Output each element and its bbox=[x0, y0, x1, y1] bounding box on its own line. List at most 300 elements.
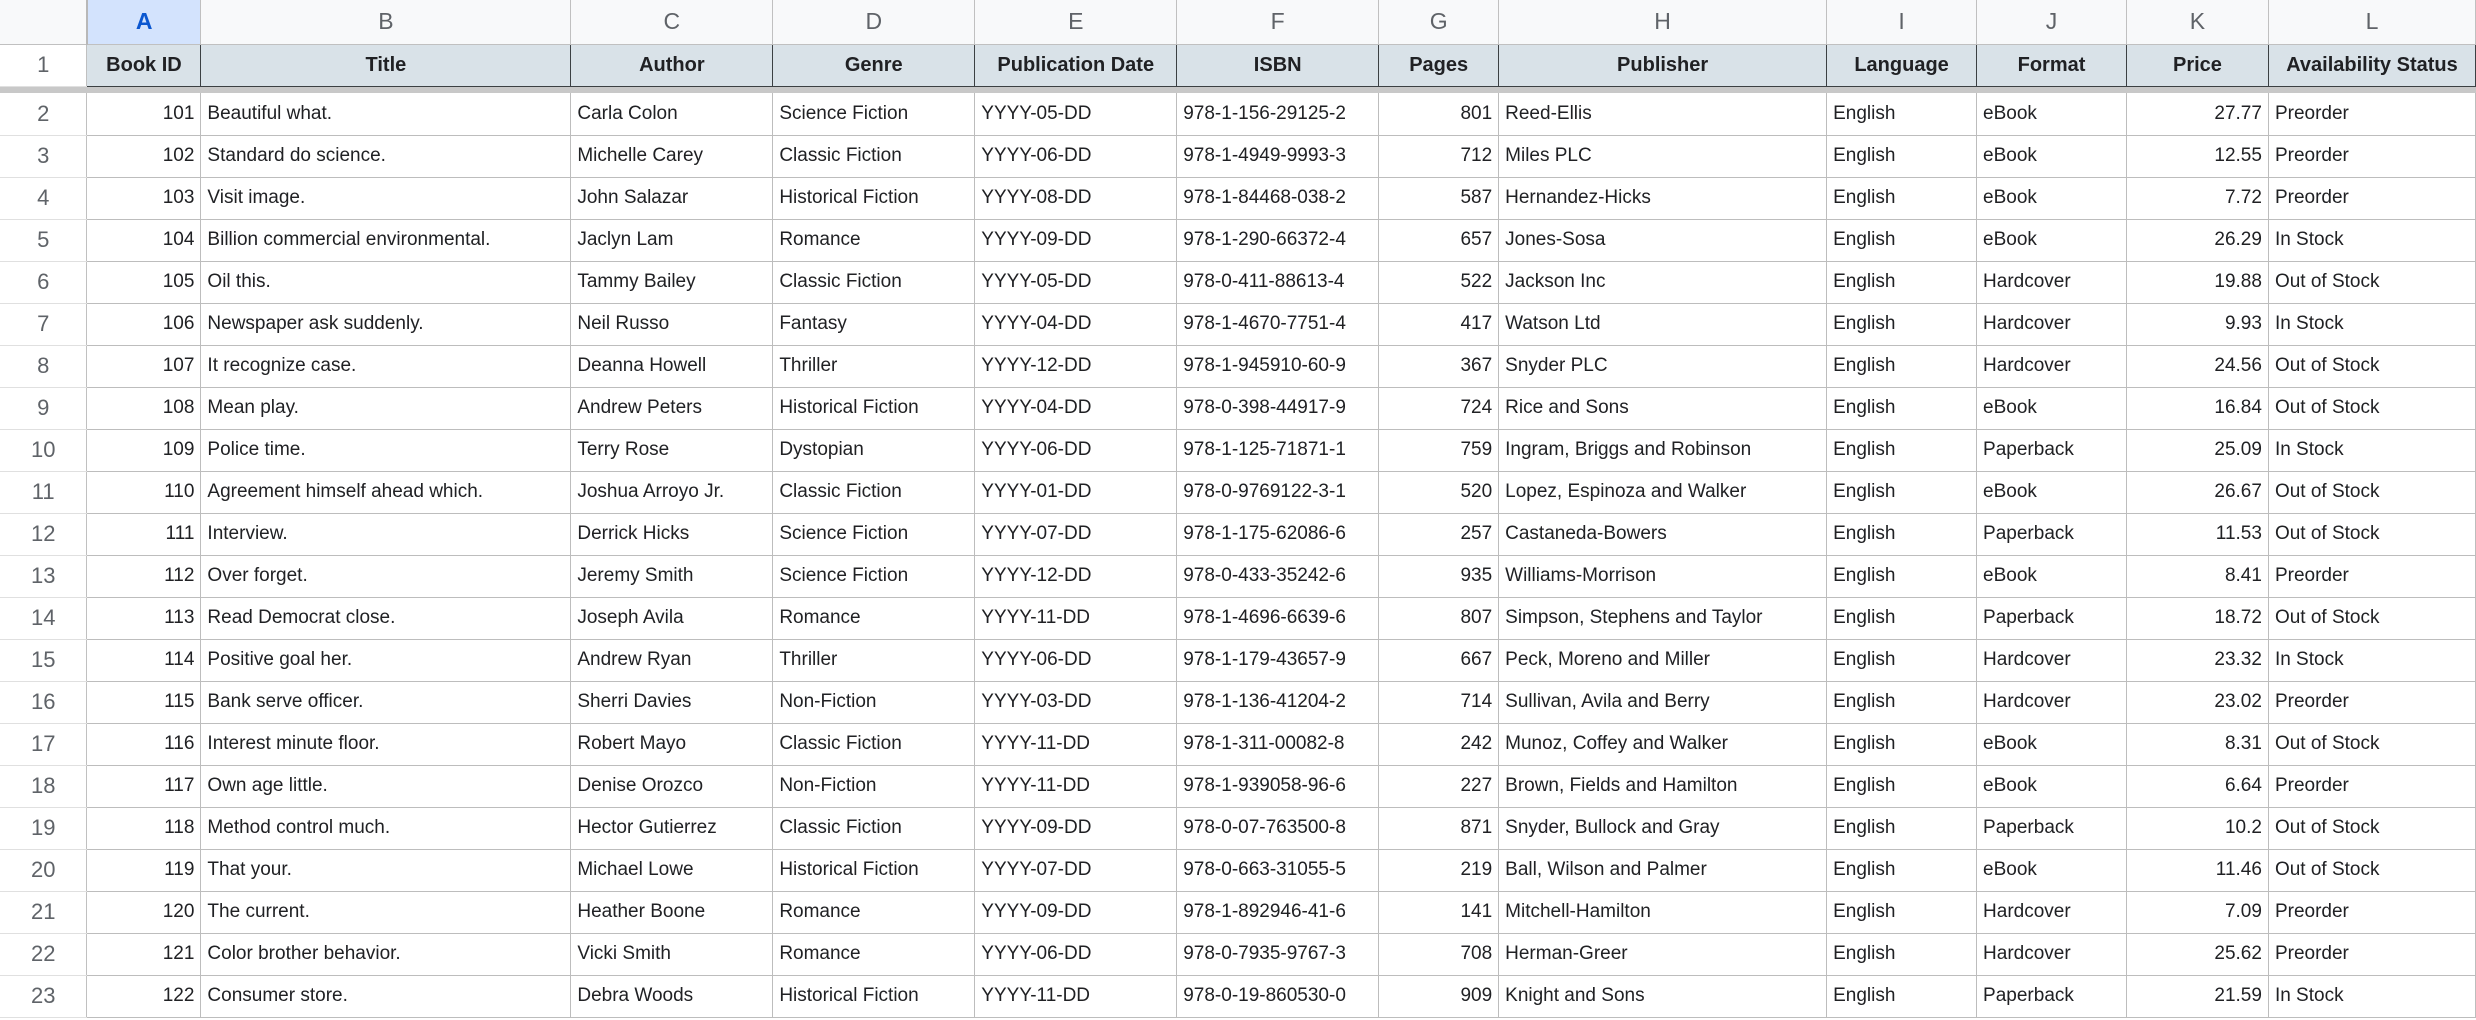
cell-a[interactable]: 104 bbox=[87, 219, 201, 261]
cell-b[interactable]: Interest minute floor. bbox=[201, 723, 571, 765]
cell-l[interactable]: Out of Stock bbox=[2268, 723, 2475, 765]
row-number[interactable]: 19 bbox=[0, 807, 87, 849]
cell-h[interactable]: Miles PLC bbox=[1499, 135, 1827, 177]
column-header-d[interactable]: D bbox=[773, 0, 975, 44]
header-cell[interactable]: Author bbox=[571, 44, 773, 86]
cell-d[interactable]: Non-Fiction bbox=[773, 765, 975, 807]
cell-d[interactable]: Science Fiction bbox=[773, 555, 975, 597]
cell-i[interactable]: English bbox=[1827, 681, 1977, 723]
cell-c[interactable]: Hector Gutierrez bbox=[571, 807, 773, 849]
row-number[interactable]: 17 bbox=[0, 723, 87, 765]
cell-f[interactable]: 978-0-398-44917-9 bbox=[1177, 387, 1379, 429]
cell-c[interactable]: Neil Russo bbox=[571, 303, 773, 345]
cell-h[interactable]: Jones-Sosa bbox=[1499, 219, 1827, 261]
cell-f[interactable]: 978-1-125-71871-1 bbox=[1177, 429, 1379, 471]
cell-f[interactable]: 978-1-945910-60-9 bbox=[1177, 345, 1379, 387]
cell-h[interactable]: Munoz, Coffey and Walker bbox=[1499, 723, 1827, 765]
column-header-f[interactable]: F bbox=[1177, 0, 1379, 44]
cell-e[interactable]: YYYY-11-DD bbox=[975, 975, 1177, 1017]
row-number[interactable]: 21 bbox=[0, 891, 87, 933]
cell-a[interactable]: 102 bbox=[87, 135, 201, 177]
cell-h[interactable]: Reed-Ellis bbox=[1499, 93, 1827, 135]
cell-g[interactable]: 657 bbox=[1379, 219, 1499, 261]
cell-f[interactable]: 978-1-84468-038-2 bbox=[1177, 177, 1379, 219]
cell-a[interactable]: 109 bbox=[87, 429, 201, 471]
cell-i[interactable]: English bbox=[1827, 93, 1977, 135]
cell-c[interactable]: Denise Orozco bbox=[571, 765, 773, 807]
cell-i[interactable]: English bbox=[1827, 345, 1977, 387]
cell-j[interactable]: eBook bbox=[1977, 849, 2127, 891]
cell-e[interactable]: YYYY-06-DD bbox=[975, 135, 1177, 177]
cell-i[interactable]: English bbox=[1827, 303, 1977, 345]
cell-b[interactable]: Billion commercial environmental. bbox=[201, 219, 571, 261]
row-number[interactable]: 5 bbox=[0, 219, 87, 261]
cell-c[interactable]: Debra Woods bbox=[571, 975, 773, 1017]
row-number[interactable]: 14 bbox=[0, 597, 87, 639]
cell-c[interactable]: Jeremy Smith bbox=[571, 555, 773, 597]
cell-f[interactable]: 978-1-4949-9993-3 bbox=[1177, 135, 1379, 177]
cell-a[interactable]: 120 bbox=[87, 891, 201, 933]
row-number[interactable]: 7 bbox=[0, 303, 87, 345]
cell-c[interactable]: Joseph Avila bbox=[571, 597, 773, 639]
cell-b[interactable]: Beautiful what. bbox=[201, 93, 571, 135]
header-cell[interactable]: Language bbox=[1827, 44, 1977, 86]
cell-i[interactable]: English bbox=[1827, 807, 1977, 849]
row-number[interactable]: 20 bbox=[0, 849, 87, 891]
cell-k[interactable]: 23.02 bbox=[2127, 681, 2269, 723]
cell-i[interactable]: English bbox=[1827, 135, 1977, 177]
cell-b[interactable]: Standard do science. bbox=[201, 135, 571, 177]
cell-e[interactable]: YYYY-12-DD bbox=[975, 555, 1177, 597]
cell-c[interactable]: Andrew Peters bbox=[571, 387, 773, 429]
row-number[interactable]: 9 bbox=[0, 387, 87, 429]
cell-k[interactable]: 9.93 bbox=[2127, 303, 2269, 345]
header-cell[interactable]: Pages bbox=[1379, 44, 1499, 86]
cell-c[interactable]: Deanna Howell bbox=[571, 345, 773, 387]
cell-g[interactable]: 909 bbox=[1379, 975, 1499, 1017]
header-cell[interactable]: Availability Status bbox=[2268, 44, 2475, 86]
cell-b[interactable]: Oil this. bbox=[201, 261, 571, 303]
cell-i[interactable]: English bbox=[1827, 849, 1977, 891]
header-cell[interactable]: Format bbox=[1977, 44, 2127, 86]
cell-l[interactable]: Preorder bbox=[2268, 177, 2475, 219]
cell-f[interactable]: 978-0-7935-9767-3 bbox=[1177, 933, 1379, 975]
cell-i[interactable]: English bbox=[1827, 177, 1977, 219]
cell-d[interactable]: Thriller bbox=[773, 639, 975, 681]
cell-b[interactable]: Color brother behavior. bbox=[201, 933, 571, 975]
cell-j[interactable]: Paperback bbox=[1977, 975, 2127, 1017]
cell-d[interactable]: Fantasy bbox=[773, 303, 975, 345]
cell-b[interactable]: Read Democrat close. bbox=[201, 597, 571, 639]
cell-e[interactable]: YYYY-03-DD bbox=[975, 681, 1177, 723]
cell-e[interactable]: YYYY-08-DD bbox=[975, 177, 1177, 219]
cell-c[interactable]: Carla Colon bbox=[571, 93, 773, 135]
cell-k[interactable]: 26.67 bbox=[2127, 471, 2269, 513]
cell-h[interactable]: Knight and Sons bbox=[1499, 975, 1827, 1017]
cell-e[interactable]: YYYY-07-DD bbox=[975, 513, 1177, 555]
cell-d[interactable]: Thriller bbox=[773, 345, 975, 387]
cell-g[interactable]: 242 bbox=[1379, 723, 1499, 765]
header-cell[interactable]: Genre bbox=[773, 44, 975, 86]
cell-i[interactable]: English bbox=[1827, 765, 1977, 807]
cell-l[interactable]: Out of Stock bbox=[2268, 387, 2475, 429]
row-number[interactable]: 18 bbox=[0, 765, 87, 807]
cell-l[interactable]: Out of Stock bbox=[2268, 807, 2475, 849]
cell-k[interactable]: 27.77 bbox=[2127, 93, 2269, 135]
cell-a[interactable]: 115 bbox=[87, 681, 201, 723]
cell-e[interactable]: YYYY-05-DD bbox=[975, 93, 1177, 135]
cell-e[interactable]: YYYY-09-DD bbox=[975, 891, 1177, 933]
cell-h[interactable]: Snyder PLC bbox=[1499, 345, 1827, 387]
cell-a[interactable]: 108 bbox=[87, 387, 201, 429]
cell-j[interactable]: Paperback bbox=[1977, 597, 2127, 639]
row-number[interactable]: 11 bbox=[0, 471, 87, 513]
cell-h[interactable]: Mitchell-Hamilton bbox=[1499, 891, 1827, 933]
cell-a[interactable]: 101 bbox=[87, 93, 201, 135]
cell-i[interactable]: English bbox=[1827, 219, 1977, 261]
select-all-corner[interactable] bbox=[0, 0, 87, 44]
cell-a[interactable]: 113 bbox=[87, 597, 201, 639]
row-number[interactable]: 6 bbox=[0, 261, 87, 303]
cell-h[interactable]: Herman-Greer bbox=[1499, 933, 1827, 975]
row-number[interactable]: 22 bbox=[0, 933, 87, 975]
cell-k[interactable]: 7.72 bbox=[2127, 177, 2269, 219]
cell-b[interactable]: Interview. bbox=[201, 513, 571, 555]
cell-f[interactable]: 978-1-175-62086-6 bbox=[1177, 513, 1379, 555]
cell-g[interactable]: 871 bbox=[1379, 807, 1499, 849]
cell-g[interactable]: 227 bbox=[1379, 765, 1499, 807]
cell-k[interactable]: 25.09 bbox=[2127, 429, 2269, 471]
cell-d[interactable]: Dystopian bbox=[773, 429, 975, 471]
cell-a[interactable]: 122 bbox=[87, 975, 201, 1017]
cell-g[interactable]: 935 bbox=[1379, 555, 1499, 597]
row-number[interactable]: 23 bbox=[0, 975, 87, 1017]
cell-g[interactable]: 801 bbox=[1379, 93, 1499, 135]
cell-j[interactable]: Paperback bbox=[1977, 807, 2127, 849]
cell-b[interactable]: Agreement himself ahead which. bbox=[201, 471, 571, 513]
row-number[interactable]: 12 bbox=[0, 513, 87, 555]
cell-e[interactable]: YYYY-06-DD bbox=[975, 933, 1177, 975]
cell-h[interactable]: Williams-Morrison bbox=[1499, 555, 1827, 597]
column-header-j[interactable]: J bbox=[1977, 0, 2127, 44]
cell-c[interactable]: Derrick Hicks bbox=[571, 513, 773, 555]
cell-c[interactable]: Vicki Smith bbox=[571, 933, 773, 975]
row-number[interactable]: 2 bbox=[0, 93, 87, 135]
cell-k[interactable]: 25.62 bbox=[2127, 933, 2269, 975]
cell-i[interactable]: English bbox=[1827, 513, 1977, 555]
column-header-l[interactable]: L bbox=[2268, 0, 2475, 44]
cell-j[interactable]: Hardcover bbox=[1977, 261, 2127, 303]
cell-l[interactable]: Out of Stock bbox=[2268, 471, 2475, 513]
cell-f[interactable]: 978-1-4696-6639-6 bbox=[1177, 597, 1379, 639]
cell-h[interactable]: Simpson, Stephens and Taylor bbox=[1499, 597, 1827, 639]
cell-h[interactable]: Castaneda-Bowers bbox=[1499, 513, 1827, 555]
cell-h[interactable]: Watson Ltd bbox=[1499, 303, 1827, 345]
cell-k[interactable]: 7.09 bbox=[2127, 891, 2269, 933]
cell-e[interactable]: YYYY-06-DD bbox=[975, 639, 1177, 681]
cell-i[interactable]: English bbox=[1827, 723, 1977, 765]
cell-i[interactable]: English bbox=[1827, 933, 1977, 975]
cell-i[interactable]: English bbox=[1827, 471, 1977, 513]
cell-i[interactable]: English bbox=[1827, 387, 1977, 429]
cell-b[interactable]: Method control much. bbox=[201, 807, 571, 849]
cell-b[interactable]: Positive goal her. bbox=[201, 639, 571, 681]
header-cell[interactable]: Publication Date bbox=[975, 44, 1177, 86]
row-number[interactable]: 8 bbox=[0, 345, 87, 387]
cell-a[interactable]: 121 bbox=[87, 933, 201, 975]
cell-l[interactable]: Preorder bbox=[2268, 93, 2475, 135]
cell-d[interactable]: Historical Fiction bbox=[773, 849, 975, 891]
cell-k[interactable]: 21.59 bbox=[2127, 975, 2269, 1017]
cell-b[interactable]: It recognize case. bbox=[201, 345, 571, 387]
cell-d[interactable]: Romance bbox=[773, 219, 975, 261]
cell-k[interactable]: 18.72 bbox=[2127, 597, 2269, 639]
column-header-c[interactable]: C bbox=[571, 0, 773, 44]
cell-f[interactable]: 978-1-156-29125-2 bbox=[1177, 93, 1379, 135]
cell-b[interactable]: That your. bbox=[201, 849, 571, 891]
cell-h[interactable]: Snyder, Bullock and Gray bbox=[1499, 807, 1827, 849]
cell-d[interactable]: Classic Fiction bbox=[773, 135, 975, 177]
cell-h[interactable]: Lopez, Espinoza and Walker bbox=[1499, 471, 1827, 513]
cell-j[interactable]: Hardcover bbox=[1977, 303, 2127, 345]
cell-l[interactable]: Out of Stock bbox=[2268, 513, 2475, 555]
cell-a[interactable]: 107 bbox=[87, 345, 201, 387]
cell-b[interactable]: Police time. bbox=[201, 429, 571, 471]
cell-f[interactable]: 978-1-892946-41-6 bbox=[1177, 891, 1379, 933]
cell-j[interactable]: Hardcover bbox=[1977, 639, 2127, 681]
cell-d[interactable]: Non-Fiction bbox=[773, 681, 975, 723]
column-header-k[interactable]: K bbox=[2127, 0, 2269, 44]
cell-j[interactable]: Hardcover bbox=[1977, 933, 2127, 975]
cell-e[interactable]: YYYY-09-DD bbox=[975, 219, 1177, 261]
cell-a[interactable]: 112 bbox=[87, 555, 201, 597]
header-cell[interactable]: Price bbox=[2127, 44, 2269, 86]
cell-l[interactable]: Preorder bbox=[2268, 933, 2475, 975]
cell-d[interactable]: Classic Fiction bbox=[773, 471, 975, 513]
cell-a[interactable]: 118 bbox=[87, 807, 201, 849]
cell-e[interactable]: YYYY-05-DD bbox=[975, 261, 1177, 303]
cell-g[interactable]: 520 bbox=[1379, 471, 1499, 513]
cell-k[interactable]: 26.29 bbox=[2127, 219, 2269, 261]
column-header-h[interactable]: H bbox=[1499, 0, 1827, 44]
row-number[interactable]: 3 bbox=[0, 135, 87, 177]
cell-i[interactable]: English bbox=[1827, 555, 1977, 597]
cell-l[interactable]: Preorder bbox=[2268, 765, 2475, 807]
cell-f[interactable]: 978-0-663-31055-5 bbox=[1177, 849, 1379, 891]
cell-f[interactable]: 978-0-9769122-3-1 bbox=[1177, 471, 1379, 513]
cell-g[interactable]: 522 bbox=[1379, 261, 1499, 303]
cell-d[interactable]: Classic Fiction bbox=[773, 807, 975, 849]
frozen-row-divider[interactable] bbox=[0, 86, 2476, 93]
row-number[interactable]: 15 bbox=[0, 639, 87, 681]
cell-g[interactable]: 257 bbox=[1379, 513, 1499, 555]
cell-l[interactable]: Out of Stock bbox=[2268, 345, 2475, 387]
cell-k[interactable]: 11.53 bbox=[2127, 513, 2269, 555]
cell-j[interactable]: eBook bbox=[1977, 471, 2127, 513]
cell-l[interactable]: Preorder bbox=[2268, 891, 2475, 933]
cell-c[interactable]: Tammy Bailey bbox=[571, 261, 773, 303]
cell-h[interactable]: Jackson Inc bbox=[1499, 261, 1827, 303]
cell-e[interactable]: YYYY-11-DD bbox=[975, 765, 1177, 807]
cell-j[interactable]: eBook bbox=[1977, 93, 2127, 135]
cell-l[interactable]: Out of Stock bbox=[2268, 849, 2475, 891]
cell-f[interactable]: 978-1-4670-7751-4 bbox=[1177, 303, 1379, 345]
cell-l[interactable]: Preorder bbox=[2268, 681, 2475, 723]
cell-k[interactable]: 24.56 bbox=[2127, 345, 2269, 387]
column-header-g[interactable]: G bbox=[1379, 0, 1499, 44]
cell-f[interactable]: 978-1-179-43657-9 bbox=[1177, 639, 1379, 681]
cell-a[interactable]: 110 bbox=[87, 471, 201, 513]
cell-g[interactable]: 714 bbox=[1379, 681, 1499, 723]
row-number[interactable]: 10 bbox=[0, 429, 87, 471]
cell-h[interactable]: Ball, Wilson and Palmer bbox=[1499, 849, 1827, 891]
cell-f[interactable]: 978-1-311-00082-8 bbox=[1177, 723, 1379, 765]
cell-d[interactable]: Historical Fiction bbox=[773, 387, 975, 429]
cell-g[interactable]: 367 bbox=[1379, 345, 1499, 387]
header-cell[interactable]: Title bbox=[201, 44, 571, 86]
cell-h[interactable]: Brown, Fields and Hamilton bbox=[1499, 765, 1827, 807]
cell-a[interactable]: 103 bbox=[87, 177, 201, 219]
row-number[interactable]: 13 bbox=[0, 555, 87, 597]
cell-e[interactable]: YYYY-06-DD bbox=[975, 429, 1177, 471]
cell-i[interactable]: English bbox=[1827, 261, 1977, 303]
cell-l[interactable]: Out of Stock bbox=[2268, 597, 2475, 639]
cell-k[interactable]: 12.55 bbox=[2127, 135, 2269, 177]
cell-a[interactable]: 116 bbox=[87, 723, 201, 765]
cell-h[interactable]: Sullivan, Avila and Berry bbox=[1499, 681, 1827, 723]
cell-d[interactable]: Science Fiction bbox=[773, 93, 975, 135]
cell-e[interactable]: YYYY-11-DD bbox=[975, 723, 1177, 765]
cell-h[interactable]: Peck, Moreno and Miller bbox=[1499, 639, 1827, 681]
cell-b[interactable]: The current. bbox=[201, 891, 571, 933]
cell-c[interactable]: John Salazar bbox=[571, 177, 773, 219]
cell-l[interactable]: In Stock bbox=[2268, 639, 2475, 681]
cell-l[interactable]: In Stock bbox=[2268, 303, 2475, 345]
cell-i[interactable]: English bbox=[1827, 975, 1977, 1017]
cell-g[interactable]: 587 bbox=[1379, 177, 1499, 219]
cell-j[interactable]: eBook bbox=[1977, 177, 2127, 219]
cell-c[interactable]: Andrew Ryan bbox=[571, 639, 773, 681]
cell-k[interactable]: 16.84 bbox=[2127, 387, 2269, 429]
cell-e[interactable]: YYYY-11-DD bbox=[975, 597, 1177, 639]
cell-g[interactable]: 759 bbox=[1379, 429, 1499, 471]
cell-e[interactable]: YYYY-04-DD bbox=[975, 387, 1177, 429]
cell-e[interactable]: YYYY-04-DD bbox=[975, 303, 1177, 345]
cell-b[interactable]: Mean play. bbox=[201, 387, 571, 429]
cell-c[interactable]: Jaclyn Lam bbox=[571, 219, 773, 261]
cell-a[interactable]: 105 bbox=[87, 261, 201, 303]
cell-a[interactable]: 119 bbox=[87, 849, 201, 891]
cell-g[interactable]: 724 bbox=[1379, 387, 1499, 429]
cell-g[interactable]: 141 bbox=[1379, 891, 1499, 933]
cell-f[interactable]: 978-0-07-763500-8 bbox=[1177, 807, 1379, 849]
header-cell[interactable]: Book ID bbox=[87, 44, 201, 86]
cell-l[interactable]: In Stock bbox=[2268, 219, 2475, 261]
cell-c[interactable]: Robert Mayo bbox=[571, 723, 773, 765]
cell-d[interactable]: Historical Fiction bbox=[773, 975, 975, 1017]
cell-i[interactable]: English bbox=[1827, 639, 1977, 681]
cell-g[interactable]: 417 bbox=[1379, 303, 1499, 345]
cell-f[interactable]: 978-1-290-66372-4 bbox=[1177, 219, 1379, 261]
cell-a[interactable]: 117 bbox=[87, 765, 201, 807]
cell-b[interactable]: Own age little. bbox=[201, 765, 571, 807]
cell-g[interactable]: 708 bbox=[1379, 933, 1499, 975]
cell-f[interactable]: 978-1-136-41204-2 bbox=[1177, 681, 1379, 723]
cell-a[interactable]: 111 bbox=[87, 513, 201, 555]
cell-j[interactable]: Hardcover bbox=[1977, 681, 2127, 723]
cell-h[interactable]: Hernandez-Hicks bbox=[1499, 177, 1827, 219]
cell-b[interactable]: Newspaper ask suddenly. bbox=[201, 303, 571, 345]
cell-e[interactable]: YYYY-07-DD bbox=[975, 849, 1177, 891]
cell-d[interactable]: Science Fiction bbox=[773, 513, 975, 555]
cell-j[interactable]: eBook bbox=[1977, 765, 2127, 807]
cell-f[interactable]: 978-0-433-35242-6 bbox=[1177, 555, 1379, 597]
header-cell[interactable]: ISBN bbox=[1177, 44, 1379, 86]
cell-b[interactable]: Bank serve officer. bbox=[201, 681, 571, 723]
cell-j[interactable]: eBook bbox=[1977, 387, 2127, 429]
cell-i[interactable]: English bbox=[1827, 891, 1977, 933]
cell-j[interactable]: eBook bbox=[1977, 723, 2127, 765]
cell-j[interactable]: Hardcover bbox=[1977, 891, 2127, 933]
cell-i[interactable]: English bbox=[1827, 429, 1977, 471]
cell-d[interactable]: Romance bbox=[773, 597, 975, 639]
cell-d[interactable]: Classic Fiction bbox=[773, 261, 975, 303]
cell-d[interactable]: Romance bbox=[773, 933, 975, 975]
cell-f[interactable]: 978-1-939058-96-6 bbox=[1177, 765, 1379, 807]
cell-j[interactable]: Hardcover bbox=[1977, 345, 2127, 387]
cell-j[interactable]: eBook bbox=[1977, 219, 2127, 261]
header-cell[interactable]: Publisher bbox=[1499, 44, 1827, 86]
column-header-i[interactable]: I bbox=[1827, 0, 1977, 44]
cell-j[interactable]: Paperback bbox=[1977, 513, 2127, 555]
cell-g[interactable]: 219 bbox=[1379, 849, 1499, 891]
cell-e[interactable]: YYYY-01-DD bbox=[975, 471, 1177, 513]
cell-h[interactable]: Rice and Sons bbox=[1499, 387, 1827, 429]
cell-a[interactable]: 114 bbox=[87, 639, 201, 681]
cell-k[interactable]: 11.46 bbox=[2127, 849, 2269, 891]
cell-c[interactable]: Heather Boone bbox=[571, 891, 773, 933]
cell-e[interactable]: YYYY-12-DD bbox=[975, 345, 1177, 387]
cell-e[interactable]: YYYY-09-DD bbox=[975, 807, 1177, 849]
cell-b[interactable]: Consumer store. bbox=[201, 975, 571, 1017]
cell-j[interactable]: Paperback bbox=[1977, 429, 2127, 471]
cell-l[interactable]: Out of Stock bbox=[2268, 261, 2475, 303]
cell-c[interactable]: Terry Rose bbox=[571, 429, 773, 471]
cell-c[interactable]: Michael Lowe bbox=[571, 849, 773, 891]
row-number[interactable]: 1 bbox=[0, 44, 87, 86]
cell-g[interactable]: 807 bbox=[1379, 597, 1499, 639]
cell-j[interactable]: eBook bbox=[1977, 555, 2127, 597]
cell-b[interactable]: Visit image. bbox=[201, 177, 571, 219]
cell-d[interactable]: Romance bbox=[773, 891, 975, 933]
cell-k[interactable]: 23.32 bbox=[2127, 639, 2269, 681]
column-header-e[interactable]: E bbox=[975, 0, 1177, 44]
row-number[interactable]: 16 bbox=[0, 681, 87, 723]
cell-k[interactable]: 19.88 bbox=[2127, 261, 2269, 303]
cell-c[interactable]: Joshua Arroyo Jr. bbox=[571, 471, 773, 513]
cell-g[interactable]: 712 bbox=[1379, 135, 1499, 177]
cell-k[interactable]: 6.64 bbox=[2127, 765, 2269, 807]
cell-h[interactable]: Ingram, Briggs and Robinson bbox=[1499, 429, 1827, 471]
cell-l[interactable]: Preorder bbox=[2268, 135, 2475, 177]
cell-c[interactable]: Sherri Davies bbox=[571, 681, 773, 723]
column-header-a[interactable]: A bbox=[87, 0, 201, 44]
cell-g[interactable]: 667 bbox=[1379, 639, 1499, 681]
cell-k[interactable]: 8.41 bbox=[2127, 555, 2269, 597]
column-header-b[interactable]: B bbox=[201, 0, 571, 44]
cell-c[interactable]: Michelle Carey bbox=[571, 135, 773, 177]
cell-j[interactable]: eBook bbox=[1977, 135, 2127, 177]
